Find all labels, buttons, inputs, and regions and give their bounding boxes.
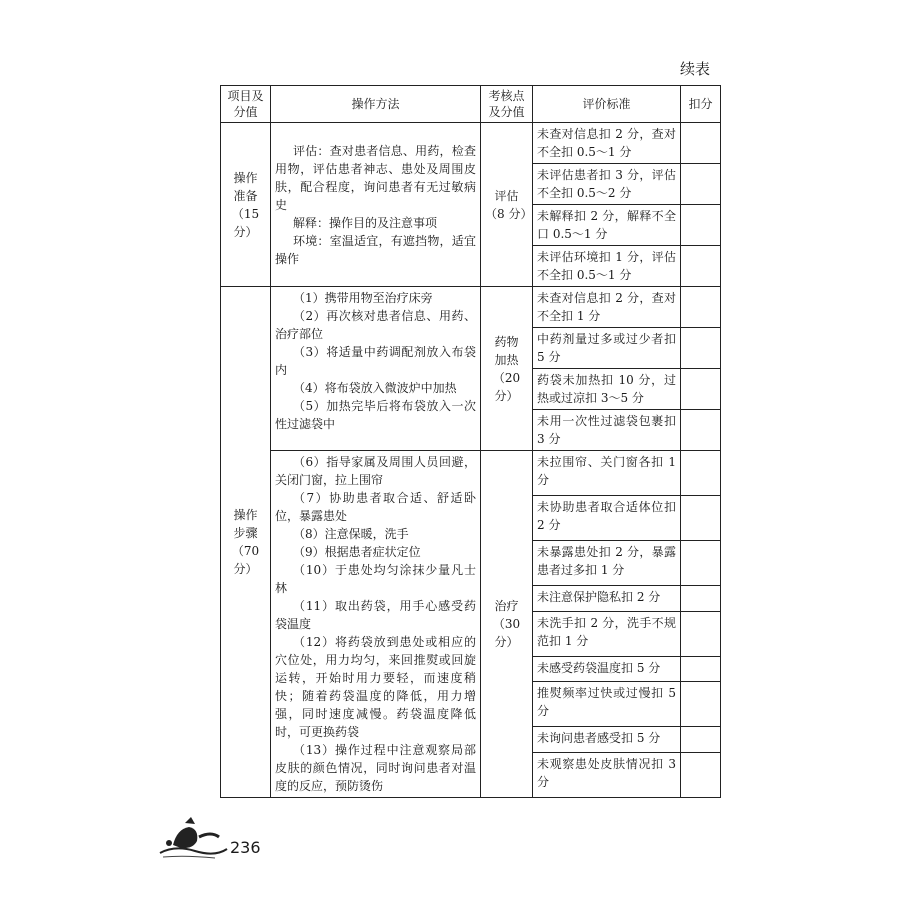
deduct-cell (681, 496, 721, 541)
header-deduct: 扣分 (681, 86, 721, 123)
criteria-cell: 推熨频率过快或过慢扣 5 分 (533, 682, 681, 727)
method-text: （6）指导家属及周围人员回避，关闭门窗，拉上围帘 (275, 455, 476, 487)
method-text: （7）协助患者取合适、舒适卧位，暴露患处 (275, 491, 476, 523)
header-method: 操作方法 (271, 86, 481, 123)
criteria-cell: 未暴露患处扣 2 分，暴露患者过多扣 1 分 (533, 541, 681, 586)
method-text: （8）注意保暖，洗手 (293, 527, 409, 541)
point-treatment: 治疗 （30 分） (481, 451, 533, 798)
criteria-cell: 未注意保护隐私扣 2 分 (533, 586, 681, 611)
method-text: 解释：操作目的及注意事项 (293, 215, 438, 230)
method-text: （3）将适量中药调配剂放入布袋内 (275, 345, 476, 377)
point-heating: 药物 加热 （20 分） (481, 287, 533, 451)
deduct-cell (681, 328, 721, 369)
method-text: （10）于患处均匀涂抹少量凡士林 (275, 563, 476, 595)
method-text: （4）将布袋放入微波炉中加热 (293, 381, 457, 395)
method-text: （2）再次核对患者信息、用药、治疗部位 (275, 309, 476, 341)
deduct-cell (681, 246, 721, 287)
criteria-cell: 未查对信息扣 2 分，查对不全扣 1 分 (533, 287, 681, 328)
criteria-cell: 未洗手扣 2 分，洗手不规范扣 1 分 (533, 611, 681, 656)
decorative-ink-illustration (155, 815, 230, 864)
point-assessment: 评估 （8 分） (481, 123, 533, 287)
assessment-table (220, 85, 721, 798)
header-row (221, 86, 721, 123)
method-text: （9）根据患者症状定位 (293, 545, 421, 559)
section-item-steps: 操作 步骤 （70 分） (221, 287, 271, 798)
method-text: （1）携带用物至治疗床旁 (293, 291, 433, 305)
method-text: （12）将药袋放到患处或相应的穴位处，用力均匀，来回推熨或回旋运转，开始时用力要轻，而速度稍快；随着药袋温度的降低，用力增强，同时速度减慢。药袋温度降低时，可更换药袋 (275, 635, 476, 739)
deduct-cell (681, 451, 721, 496)
criteria-cell: 未查对信息扣 2 分，查对不全扣 0.5～1 分 (533, 123, 681, 164)
deduct-cell (681, 164, 721, 205)
deduct-cell (681, 369, 721, 410)
deduct-cell (681, 123, 721, 164)
criteria-cell: 未观察患处皮肤情况扣 3 分 (533, 752, 681, 797)
method-cell-preparation (271, 123, 481, 287)
criteria-cell: 未用一次性过滤袋包裹扣 3 分 (533, 410, 681, 451)
method-cell-heating (271, 287, 481, 451)
table-row (221, 287, 721, 328)
criteria-cell: 未拉围帘、关门窗各扣 1 分 (533, 451, 681, 496)
page-number: 236 (230, 838, 261, 857)
deduct-cell (681, 205, 721, 246)
deduct-cell (681, 611, 721, 656)
deduct-cell (681, 682, 721, 727)
section-item-preparation: 操作 准备 （15 分） (221, 123, 271, 287)
header-point: 考核点 及分值 (481, 86, 533, 123)
deduct-cell (681, 541, 721, 586)
method-cell-treatment (271, 451, 481, 798)
method-text: 评估：查对患者信息、用药，检查用物，评估患者神志、患处及周围皮肤，配合程度，询问患者有无过敏病史 (275, 143, 476, 212)
header-item: 项目及 分值 (221, 86, 271, 123)
table-row (221, 451, 721, 496)
criteria-cell: 未感受药袋温度扣 5 分 (533, 656, 681, 681)
header-criteria: 评价标准 (533, 86, 681, 123)
criteria-cell: 未评估患者扣 3 分，评估不全扣 0.5～2 分 (533, 164, 681, 205)
method-text: （13）操作过程中注意观察局部皮肤的颜色情况，同时询问患者对温度的反应，预防烫伤 (275, 743, 476, 793)
deduct-cell (681, 410, 721, 451)
continued-table-label: 续表 (679, 60, 710, 78)
criteria-cell: 未协助患者取合适体位扣 2 分 (533, 496, 681, 541)
criteria-cell: 中药剂量过多或过少者扣 5 分 (533, 328, 681, 369)
method-text: （11）取出药袋，用手心感受药袋温度 (275, 599, 476, 631)
criteria-cell: 药袋未加热扣 10 分，过热或过凉扣 3～5 分 (533, 369, 681, 410)
deduct-cell (681, 656, 721, 681)
criteria-cell: 未询问患者感受扣 5 分 (533, 727, 681, 752)
criteria-cell: 未解释扣 2 分，解释不全口 0.5～1 分 (533, 205, 681, 246)
method-text: （5）加热完毕后将布袋放入一次性过滤袋中 (275, 399, 476, 431)
deduct-cell (681, 727, 721, 752)
table-row (221, 123, 721, 164)
method-text: 环境：室温适宜，有遮挡物，适宜操作 (275, 233, 476, 266)
deduct-cell (681, 287, 721, 328)
deduct-cell (681, 586, 721, 611)
criteria-cell: 未评估环境扣 1 分，评估不全扣 0.5～1 分 (533, 246, 681, 287)
deduct-cell (681, 752, 721, 797)
